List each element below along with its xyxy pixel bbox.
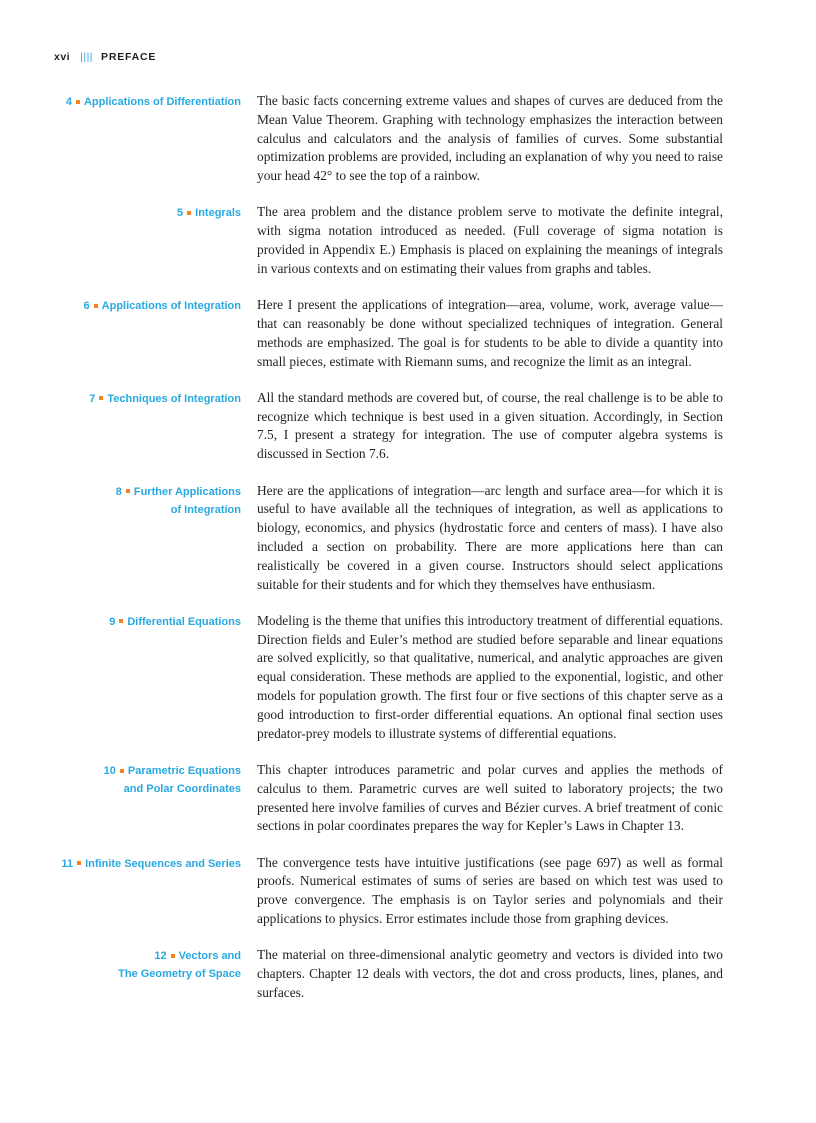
chapter-title: Integrals [195,207,241,220]
chapter-label [0,761,241,836]
chapter-description: Here are the applications of integration—arc length and surface area—for which it is useful to have available all the techniques of integration, as well as applications to biology, economics, and physics (hydrostatic force and centers of mass). I have also included a section on probability. There are more applications here than can realistically be covered in a given course. Instructors should select applications suitable for their students and for which they themselves have enthusiasm. [257,482,723,592]
running-head [54,51,156,63]
chapter-number: 10 [103,764,116,777]
chapter-entry [0,92,816,186]
chapter-description: All the standard methods are covered but, of course, the real challenge is to be able to recognize which technique is best used in a given situation. Accordingly, in Section 7.5, I present a strategy for integration. The use of computer algebra systems is discussed in Section 7.6. [257,389,723,462]
chapter-entry [0,761,816,836]
orange-square-bullet-icon [171,954,175,958]
chapter-label [0,612,241,744]
chapter-title: Applications of Integration [101,300,241,313]
chapter-entry [0,946,816,1002]
chapter-entry [0,612,816,744]
chapter-label [0,203,241,278]
chapter-number: 12 [154,950,167,963]
chapter-label [0,854,241,929]
chapter-title: Applications of Differentiation [83,96,241,108]
chapter-description: This chapter introduces parametric and polar curves and applies the methods of calculus to them. Parametric curves are well suited to laboratory projects; the two presented here involve families of curves and Bézier curves. A brief treatment of conic sections in polar coordinates prepares the way for Kepler’s Laws in Chapter 13. [257,761,723,834]
chapter-title: Differential Equations [127,615,241,628]
chapter-entry [0,203,816,278]
orange-square-bullet-icon [126,489,130,493]
chapter-entry [0,296,816,371]
chapter-number: 7 [89,392,96,405]
chapter-entry [0,482,816,595]
chapter-description: The material on three-dimensional analytic geometry and vectors is divided into two chapters. Chapter 12 deals with vectors, the dot and cross products, lines, planes, and surfaces. [257,947,723,1000]
orange-square-bullet-icon [94,304,98,308]
chapter-description: Modeling is the theme that unifies this introductory treatment of differential equations. Direction fields and Euler’s method are studied before separable and linear equations are solved explicitly, so that qualitative, numerical, and analytic approaches are given equal consideration. These methods are applied to the exponential, logistic, and other models for population growth. The first four or five sections of this chapter serve as a good introduction to first-order differential equations. An optional final section uses predator-prey models to illustrate systems of differential equations. [257,612,723,741]
chapter-number: 4 [65,96,72,108]
chapter-label [0,482,241,595]
chapter-label [0,296,241,371]
chapter-label [0,389,241,464]
chapter-entry [0,389,816,464]
chapter-title-line-2: and Polar Coordinates [123,782,241,795]
chapter-number: 6 [83,300,90,313]
chapter-description: The area problem and the distance problem serve to motivate the definite integral, with sigma notation introduced as needed. (Full coverage of sigma notation is provided in Appendix E.) Emphasis is placed on explaining the meanings of integrals in various contexts and on estimating their values from graphs and tables. [257,204,723,276]
chapter-number: 8 [115,485,122,498]
chapter-description: The convergence tests have intuitive justifications (see page 697) as well as formal proofs. Numerical estimates of sums of series are based on which test was used to prove convergence. The emphasis is on Taylor series and polynomials and their applications to physics. Error estimates include those from graphing devices. [257,854,723,926]
orange-square-bullet-icon [120,769,124,773]
orange-square-bullet-icon [77,861,81,865]
chapter-number: 9 [109,615,116,628]
page-number: xvi [54,51,71,63]
chapter-entry [0,854,816,929]
orange-square-bullet-icon [76,100,80,104]
chapter-title: Further Applications [133,485,241,498]
chapter-description: The basic facts concerning extreme values and shapes of curves are deduced from the Mean Value Theorem. Graphing with technology emphasizes the interaction between calculus and calculators and the analysis of families of curves. Some substantial optimization problems are provided, including an explanation of why you need to raise your head 42° to see the top of a rainbow. [257,93,723,184]
section-title: PREFACE [101,51,157,63]
chapter-number: 11 [61,857,74,870]
chapter-title: Infinite Sequences and Series [85,857,241,870]
orange-square-bullet-icon [99,396,103,400]
chapter-title: Techniques of Integration [107,392,241,405]
chapter-label [0,92,241,186]
orange-square-bullet-icon [187,211,191,215]
chapter-title-line-2: The Geometry of Space [118,968,241,981]
decorative-bars: |||| [80,51,94,63]
chapter-descriptions [0,92,816,1020]
chapter-description: Here I present the applications of integration—area, volume, work, average value—that can reasonably be done without specialized techniques of integration. General methods are emphasized. The goal is for students to be able to divide a quantity into small pieces, estimate with Riemann sums, and recognize the limit as an integral. [257,297,723,369]
chapter-title: Vectors and [178,950,241,963]
chapter-number: 5 [177,207,184,220]
chapter-title: Parametric Equations [127,764,241,777]
chapter-title-line-2: of Integration [170,503,241,516]
orange-square-bullet-icon [119,619,123,623]
chapter-label [0,946,241,1002]
